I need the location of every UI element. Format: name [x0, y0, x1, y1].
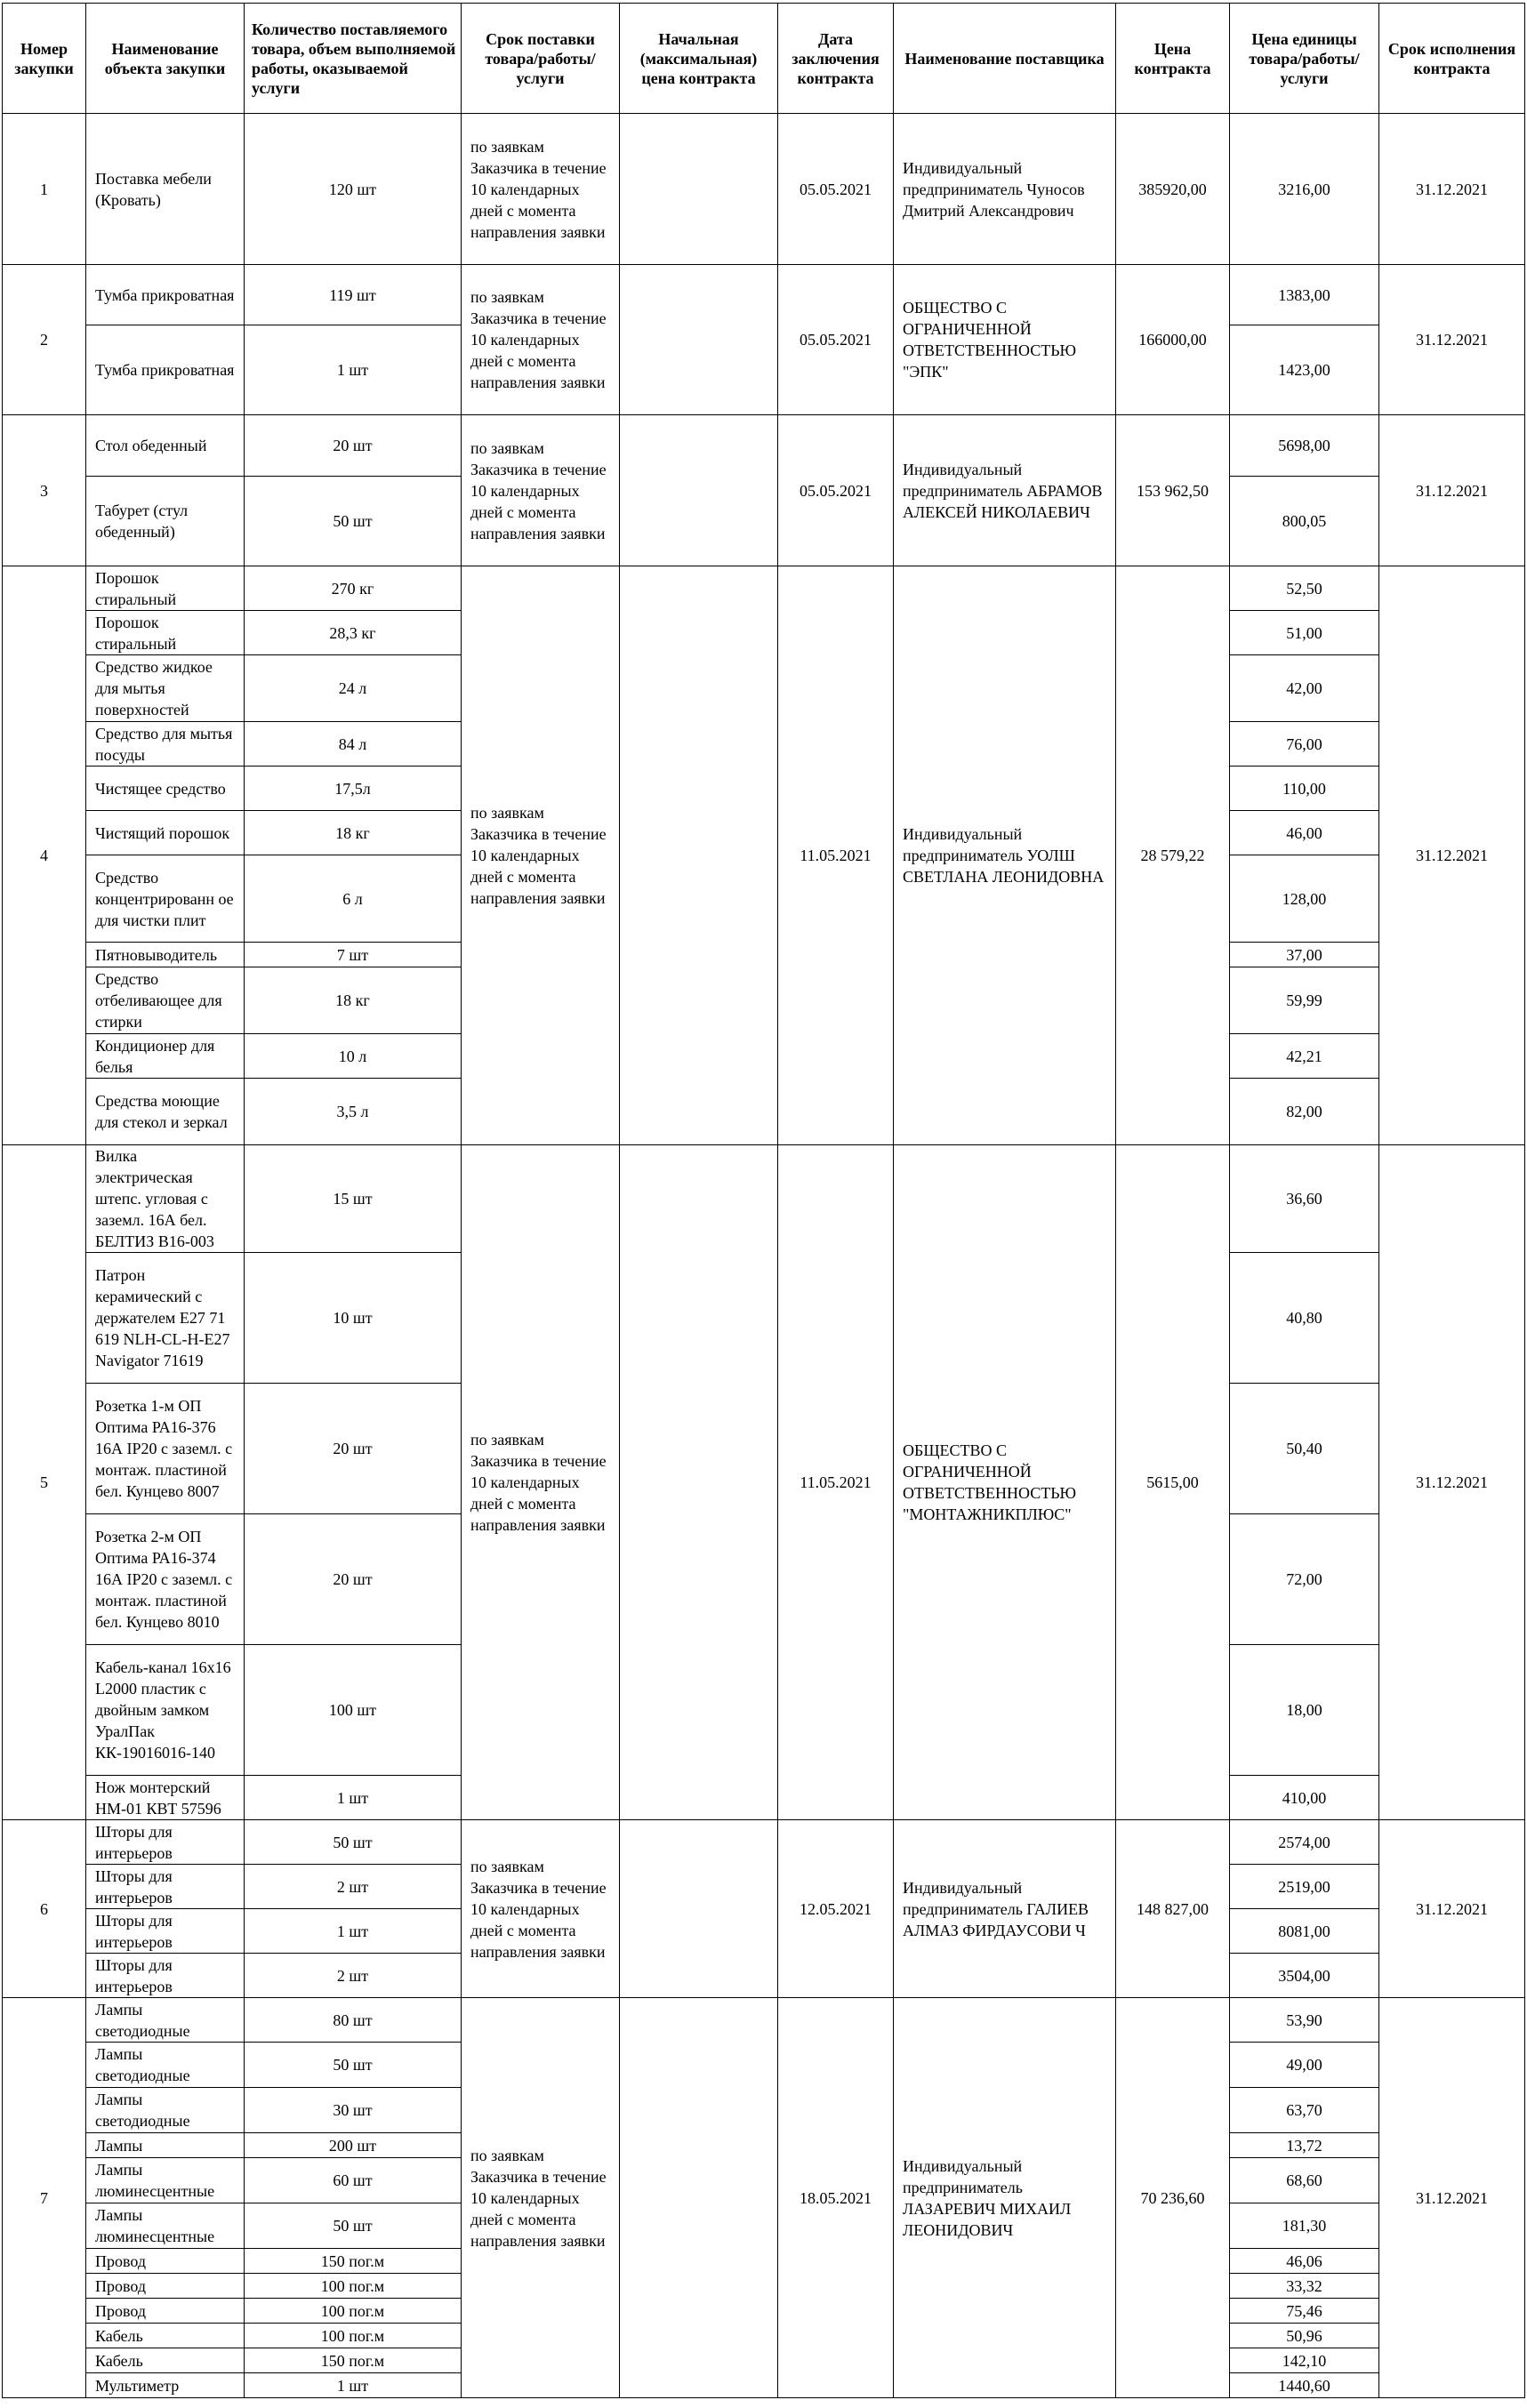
item-name: Тумба прикроватная [86, 265, 245, 325]
item-name: Лампы светодиодные [86, 1998, 245, 2043]
delivery-terms: по заявкам Заказчика в течение 10 календарных дней с момента направления заявки [462, 415, 620, 566]
unit-price: 1423,00 [1230, 325, 1379, 415]
item-quantity: 50 шт [245, 2043, 462, 2088]
contract-date: 11.05.2021 [778, 1145, 894, 1820]
header-cell: Количество поставляемого товара, объем выполняемой работы, оказываемой услуги [245, 4, 462, 114]
supplier-name: Индивидуальный предприниматель АБРАМОВ АЛЕКСЕЙ НИКОЛАЕВИЧ [894, 415, 1116, 566]
item-name: Пятновыводитель [86, 943, 245, 967]
purchase-number: 1 [3, 114, 86, 265]
unit-price: 46,06 [1230, 2249, 1379, 2274]
delivery-terms: по заявкам Заказчика в течение 10 календарных дней с момента направления заявки [462, 114, 620, 265]
unit-price: 42,21 [1230, 1034, 1379, 1079]
item-quantity: 1 шт [245, 325, 462, 415]
item-quantity: 150 пог.м [245, 2348, 462, 2373]
unit-price: 63,70 [1230, 2088, 1379, 2133]
delivery-terms: по заявкам Заказчика в течение 10 календарных дней с момента направления заявки [462, 566, 620, 1145]
initial-max-price [620, 1145, 778, 1820]
contract-deadline: 31.12.2021 [1379, 1145, 1525, 1820]
supplier-name: Индивидуальный предприниматель Чуносов Дмитрий Александрович [894, 114, 1116, 265]
item-quantity: 20 шт [245, 1384, 462, 1514]
unit-price: 18,00 [1230, 1645, 1379, 1776]
unit-price: 5698,00 [1230, 415, 1379, 477]
item-name: Средство жидкое для мытья поверхностей [86, 655, 245, 722]
item-name: Патрон керамический с держателем Е27 71 619 NLH-CL-H-E27 Navigator 71619 [86, 1253, 245, 1384]
header-cell: Срок поставки товара/работы/ услуги [462, 4, 620, 114]
item-name: Чистящее средство [86, 767, 245, 811]
header-cell: Дата заключения контракта [778, 4, 894, 114]
table-row [3, 1998, 1525, 2043]
purchase-number: 4 [3, 566, 86, 1145]
contract-date: 18.05.2021 [778, 1998, 894, 2398]
item-quantity: 119 шт [245, 265, 462, 325]
unit-price: 2519,00 [1230, 1865, 1379, 1909]
table-row [3, 415, 1525, 477]
item-name: Стол обеденный [86, 415, 245, 477]
purchase-number: 6 [3, 1820, 86, 1998]
unit-price: 2574,00 [1230, 1820, 1379, 1865]
unit-price: 181,30 [1230, 2203, 1379, 2249]
item-name: Кабель [86, 2348, 245, 2373]
header-row [3, 4, 1525, 114]
contract-date: 05.05.2021 [778, 114, 894, 265]
unit-price: 800,05 [1230, 477, 1379, 566]
item-name: Кондиционер для белья [86, 1034, 245, 1079]
unit-price: 49,00 [1230, 2043, 1379, 2088]
unit-price: 13,72 [1230, 2133, 1379, 2158]
item-name: Поставка мебели (Кровать) [86, 114, 245, 265]
procurement-table [2, 3, 1525, 2398]
contract-deadline: 31.12.2021 [1379, 415, 1525, 566]
delivery-terms: по заявкам Заказчика в течение 10 календарных дней с момента направления заявки [462, 265, 620, 415]
item-quantity: 1 шт [245, 2373, 462, 2398]
contract-price: 166000,00 [1116, 265, 1230, 415]
contract-deadline: 31.12.2021 [1379, 114, 1525, 265]
unit-price: 1440,60 [1230, 2373, 1379, 2398]
item-quantity: 20 шт [245, 1514, 462, 1645]
item-quantity: 28,3 кг [245, 611, 462, 655]
item-quantity: 270 кг [245, 566, 462, 611]
unit-price: 33,32 [1230, 2274, 1379, 2299]
item-quantity: 80 шт [245, 1998, 462, 2043]
delivery-terms: по заявкам Заказчика в течение 10 календарных дней с момента направления заявки [462, 1998, 620, 2398]
item-name: Розетка 2-м ОП Оптима РА16-374 16А IP20 с заземл. с монтаж. пластиной бел. Кунцево 8010 [86, 1514, 245, 1645]
unit-price: 50,96 [1230, 2324, 1379, 2348]
unit-price: 75,46 [1230, 2299, 1379, 2324]
item-name: Лампы люминесцентные [86, 2203, 245, 2249]
item-quantity: 1 шт [245, 1776, 462, 1820]
unit-price: 53,90 [1230, 1998, 1379, 2043]
header-cell: Наименование объекта закупки [86, 4, 245, 114]
table-row [3, 1145, 1525, 1253]
contract-price: 70 236,60 [1116, 1998, 1230, 2398]
unit-price: 59,99 [1230, 967, 1379, 1034]
contract-deadline: 31.12.2021 [1379, 1998, 1525, 2398]
header-cell: Цена контракта [1116, 4, 1230, 114]
unit-price: 128,00 [1230, 855, 1379, 943]
header-cell: Срок исполнения контракта [1379, 4, 1525, 114]
contract-price: 5615,00 [1116, 1145, 1230, 1820]
item-quantity: 84 л [245, 722, 462, 767]
item-name: Лампы светодиодные [86, 2043, 245, 2088]
supplier-name: ОБЩЕСТВО С ОГРАНИЧЕННОЙ ОТВЕТСТВЕННОСТЬЮ "ЭПК" [894, 265, 1116, 415]
item-name: Средство отбеливающее для стирки [86, 967, 245, 1034]
unit-price: 40,80 [1230, 1253, 1379, 1384]
item-name: Табурет (стул обеденный) [86, 477, 245, 566]
item-quantity: 2 шт [245, 1865, 462, 1909]
item-quantity: 10 шт [245, 1253, 462, 1384]
item-quantity: 50 шт [245, 1820, 462, 1865]
contract-deadline: 31.12.2021 [1379, 1820, 1525, 1998]
header-cell: Номер закупки [3, 4, 86, 114]
supplier-name: Индивидуальный предприниматель ЛАЗАРЕВИЧ МИХАИЛ ЛЕОНИДОВИЧ [894, 1998, 1116, 2398]
item-name: Провод [86, 2249, 245, 2274]
item-quantity: 200 шт [245, 2133, 462, 2158]
unit-price: 72,00 [1230, 1514, 1379, 1645]
item-name: Чистящий порошок [86, 811, 245, 855]
unit-price: 52,50 [1230, 566, 1379, 611]
contract-price: 28 579,22 [1116, 566, 1230, 1145]
item-quantity: 17,5л [245, 767, 462, 811]
unit-price: 3504,00 [1230, 1954, 1379, 1998]
unit-price: 68,60 [1230, 2158, 1379, 2203]
item-name: Шторы для интерьеров [86, 1820, 245, 1865]
table-row [3, 114, 1525, 265]
item-name: Средство для мытья посуды [86, 722, 245, 767]
supplier-name: ОБЩЕСТВО С ОГРАНИЧЕННОЙ ОТВЕТСТВЕННОСТЬЮ "МОНТАЖНИКПЛЮС" [894, 1145, 1116, 1820]
item-name: Порошок стиральный [86, 566, 245, 611]
item-quantity: 15 шт [245, 1145, 462, 1253]
purchase-number: 5 [3, 1145, 86, 1820]
item-quantity: 2 шт [245, 1954, 462, 1998]
table-row [3, 1820, 1525, 1865]
item-name: Лампы [86, 2133, 245, 2158]
unit-price: 36,60 [1230, 1145, 1379, 1253]
item-name: Провод [86, 2299, 245, 2324]
delivery-terms: по заявкам Заказчика в течение 10 календарных дней с момента направления заявки [462, 1820, 620, 1998]
item-name: Мультиметр [86, 2373, 245, 2398]
unit-price: 142,10 [1230, 2348, 1379, 2373]
table-row [3, 265, 1525, 325]
item-quantity: 6 л [245, 855, 462, 943]
item-quantity: 20 шт [245, 415, 462, 477]
item-quantity: 7 шт [245, 943, 462, 967]
item-quantity: 10 л [245, 1034, 462, 1079]
unit-price: 51,00 [1230, 611, 1379, 655]
unit-price: 8081,00 [1230, 1909, 1379, 1954]
initial-max-price [620, 1998, 778, 2398]
table-row [3, 566, 1525, 611]
item-name: Лампы светодиодные [86, 2088, 245, 2133]
initial-max-price [620, 265, 778, 415]
item-name: Нож монтерский НМ-01 КВТ 57596 [86, 1776, 245, 1820]
item-name: Провод [86, 2274, 245, 2299]
item-name: Средства моющие для стекол и зеркал [86, 1079, 245, 1145]
unit-price: 3216,00 [1230, 114, 1379, 265]
item-name: Тумба прикроватная [86, 325, 245, 415]
item-quantity: 100 пог.м [245, 2324, 462, 2348]
item-quantity: 50 шт [245, 2203, 462, 2249]
supplier-name: Индивидуальный предприниматель УОЛШ СВЕТЛАНА ЛЕОНИДОВНА [894, 566, 1116, 1145]
unit-price: 410,00 [1230, 1776, 1379, 1820]
initial-max-price [620, 415, 778, 566]
unit-price: 110,00 [1230, 767, 1379, 811]
table-body [3, 114, 1525, 2398]
item-quantity: 3,5 л [245, 1079, 462, 1145]
item-quantity: 100 шт [245, 1645, 462, 1776]
unit-price: 42,00 [1230, 655, 1379, 722]
item-quantity: 18 кг [245, 967, 462, 1034]
item-name: Шторы для интерьеров [86, 1865, 245, 1909]
supplier-name: Индивидуальный предприниматель ГАЛИЕВ АЛМАЗ ФИРДАУСОВИ Ч [894, 1820, 1116, 1998]
contract-deadline: 31.12.2021 [1379, 265, 1525, 415]
contract-price: 153 962,50 [1116, 415, 1230, 566]
item-quantity: 1 шт [245, 1909, 462, 1954]
purchase-number: 3 [3, 415, 86, 566]
item-name: Кабель-канал 16х16 L2000 пластик с двойным замком УралПак КК-19016016-140 [86, 1645, 245, 1776]
item-quantity: 100 пог.м [245, 2299, 462, 2324]
contract-date: 05.05.2021 [778, 265, 894, 415]
unit-price: 82,00 [1230, 1079, 1379, 1145]
initial-max-price [620, 566, 778, 1145]
purchase-number: 7 [3, 1998, 86, 2398]
item-quantity: 30 шт [245, 2088, 462, 2133]
item-quantity: 24 л [245, 655, 462, 722]
initial-max-price [620, 114, 778, 265]
contract-date: 12.05.2021 [778, 1820, 894, 1998]
contract-price: 148 827,00 [1116, 1820, 1230, 1998]
item-name: Средство концентрированн ое для чистки плит [86, 855, 245, 943]
item-quantity: 120 шт [245, 114, 462, 265]
contract-date: 05.05.2021 [778, 415, 894, 566]
contract-date: 11.05.2021 [778, 566, 894, 1145]
unit-price: 1383,00 [1230, 265, 1379, 325]
item-name: Розетка 1-м ОП Оптима РА16-376 16А IP20 с заземл. с монтаж. пластиной бел. Кунцево 8007 [86, 1384, 245, 1514]
header-cell: Начальная (максимальная) цена контракта [620, 4, 778, 114]
unit-price: 76,00 [1230, 722, 1379, 767]
item-name: Шторы для интерьеров [86, 1909, 245, 1954]
unit-price: 50,40 [1230, 1384, 1379, 1514]
contract-deadline: 31.12.2021 [1379, 566, 1525, 1145]
unit-price: 37,00 [1230, 943, 1379, 967]
header-cell: Цена единицы товара/работы/ услуги [1230, 4, 1379, 114]
header-cell: Наименование поставщика [894, 4, 1116, 114]
initial-max-price [620, 1820, 778, 1998]
item-name: Лампы люминесцентные [86, 2158, 245, 2203]
item-name: Порошок стиральный [86, 611, 245, 655]
item-name: Шторы для интерьеров [86, 1954, 245, 1998]
item-quantity: 100 пог.м [245, 2274, 462, 2299]
item-quantity: 50 шт [245, 477, 462, 566]
item-quantity: 60 шт [245, 2158, 462, 2203]
unit-price: 46,00 [1230, 811, 1379, 855]
purchase-number: 2 [3, 265, 86, 415]
item-quantity: 18 кг [245, 811, 462, 855]
delivery-terms: по заявкам Заказчика в течение 10 календарных дней с момента направления заявки [462, 1145, 620, 1820]
item-name: Вилка электрическая штепс. угловая с заземл. 16А бел. БЕЛТИЗ В16-003 [86, 1145, 245, 1253]
contract-price: 385920,00 [1116, 114, 1230, 265]
item-name: Кабель [86, 2324, 245, 2348]
item-quantity: 150 пог.м [245, 2249, 462, 2274]
